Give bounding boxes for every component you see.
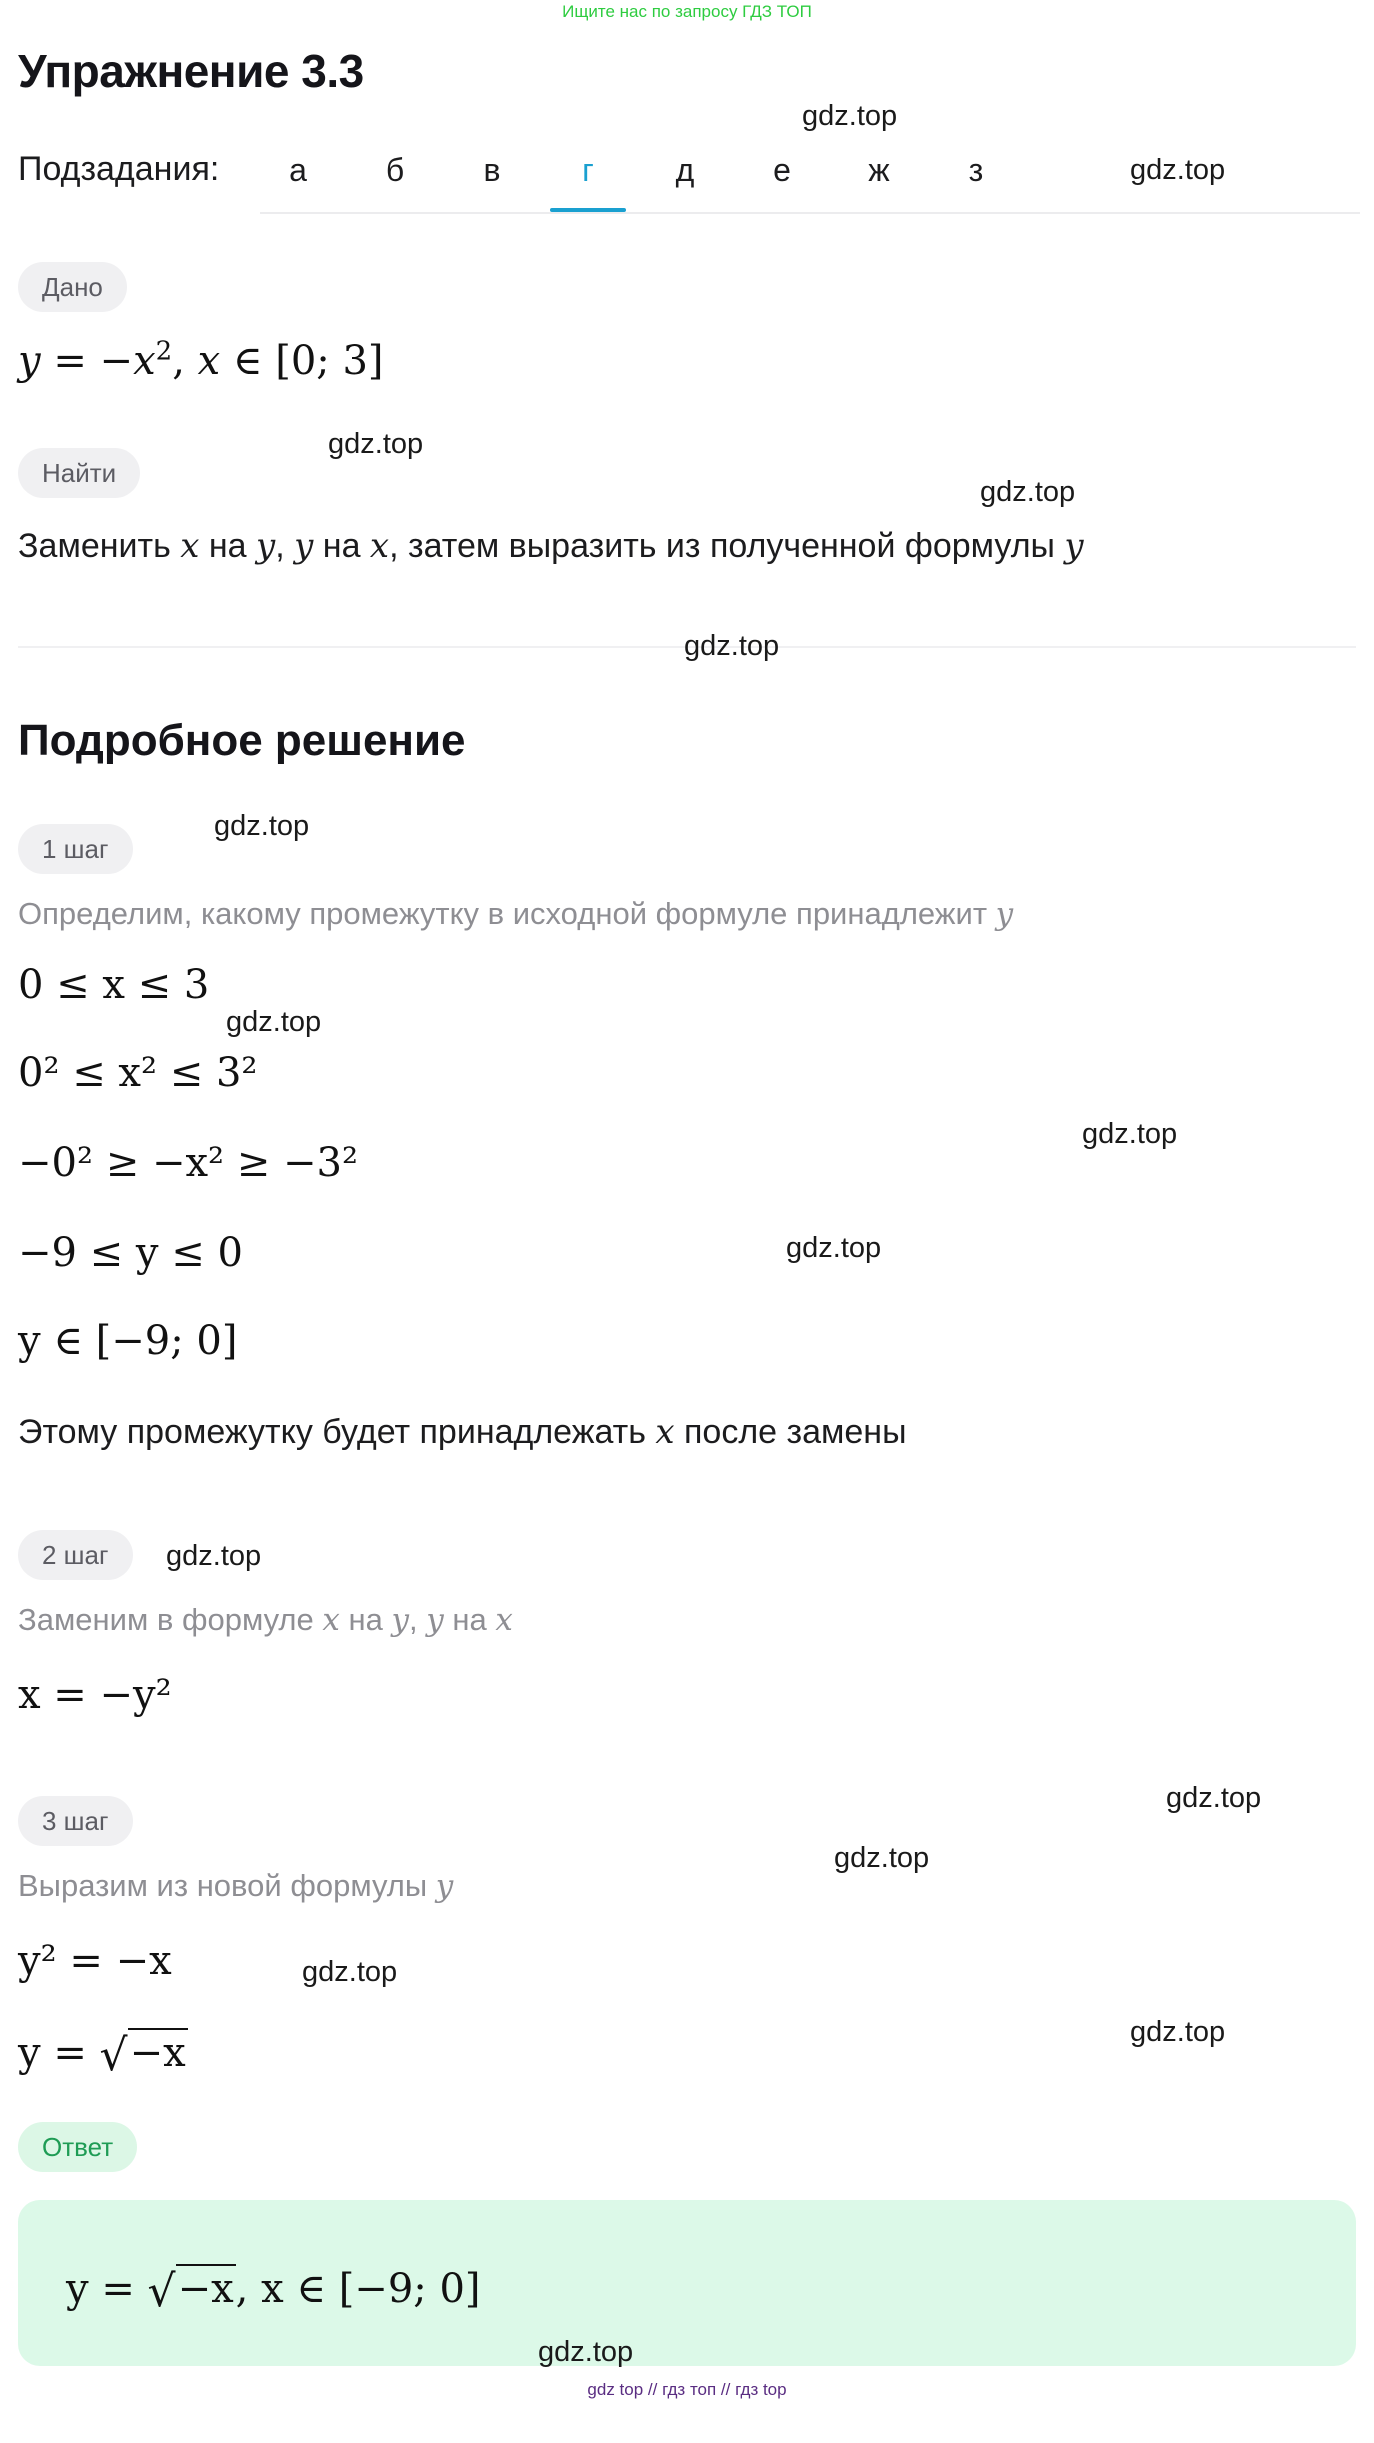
tab-v[interactable]: в — [483, 152, 501, 188]
watermark: gdz.top — [214, 810, 310, 842]
step-2-description: Заменим в формуле x на y, y на x — [18, 1602, 513, 1638]
tab-g[interactable]: г — [582, 152, 594, 188]
step-1-line-1: 0 ≤ x ≤ 3 — [18, 962, 210, 1008]
watermark: gdz.top — [1166, 1782, 1262, 1814]
watermark: gdz.top — [302, 1956, 398, 1988]
watermark: gdz.top — [802, 100, 898, 132]
given-formula: $y = -x^2$, x ∈ [0; 3] — [18, 336, 384, 384]
step-1-line-3: −0² ≥ −x² ≥ −3² — [18, 1140, 358, 1186]
solution-heading: Подробное решение — [18, 716, 466, 765]
tab-b[interactable]: б — [385, 152, 405, 188]
step-3-formula-1: y² = −x — [18, 1938, 172, 1984]
watermark: gdz.top — [786, 1232, 882, 1264]
watermark: gdz.top — [226, 1006, 322, 1038]
step-1-badge: 1 шаг — [18, 824, 133, 874]
watermark: gdz.top — [538, 2336, 634, 2368]
step-3-formula-2: y = √−x — [18, 2030, 186, 2081]
step-1-line-4: −9 ≤ y ≤ 0 — [18, 1230, 243, 1276]
step-1-line-5: y ∈ [−9; 0] — [18, 1318, 238, 1364]
watermark: gdz.top — [1130, 154, 1226, 186]
tab-z[interactable]: з — [968, 152, 984, 188]
step-3-badge: 3 шаг — [18, 1796, 133, 1846]
step-1-description: Определим, какому промежутку в исходной формуле принадлежит y — [18, 896, 1014, 932]
tab-a[interactable]: а — [289, 152, 307, 188]
step-1-line-2: 0² ≤ x² ≤ 3² — [18, 1050, 258, 1096]
step-2-badge: 2 шаг — [18, 1530, 133, 1580]
tab-d[interactable]: д — [675, 152, 695, 188]
active-tab-indicator — [550, 208, 626, 212]
watermark: gdz.top — [166, 1540, 262, 1572]
step-3-description: Выразим из новой формулы y — [18, 1868, 454, 1904]
watermark: gdz.top — [684, 630, 780, 662]
page-title: Упражнение 3.3 — [18, 45, 364, 97]
find-badge: Найти — [18, 448, 140, 498]
answer-formula: y = √−x, x ∈ [−9; 0] — [66, 2266, 481, 2317]
watermark: gdz.top — [834, 1842, 930, 1874]
step-2-formula: x = −y² — [18, 1672, 172, 1718]
tab-zh[interactable]: ж — [868, 152, 890, 188]
watermark: gdz.top — [328, 428, 424, 460]
find-text: Заменить x на y, y на x, затем выразить из полученной формулы y — [18, 526, 1084, 566]
top-note: Ищите нас по запросу ГДЗ ТОП — [562, 2, 812, 21]
footer-links: gdz top // гдз топ // гдз top — [587, 2380, 787, 2399]
step-1-note: Этому промежутку будет принадлежать x после замены — [18, 1412, 907, 1452]
tab-e[interactable]: е — [773, 152, 791, 188]
watermark: gdz.top — [980, 476, 1076, 508]
watermark: gdz.top — [1130, 2016, 1226, 2048]
answer-badge: Ответ — [18, 2122, 137, 2172]
given-badge: Дано — [18, 262, 127, 312]
watermark: gdz.top — [1082, 1118, 1178, 1150]
subtasks-label: Подзадания: — [18, 150, 220, 188]
